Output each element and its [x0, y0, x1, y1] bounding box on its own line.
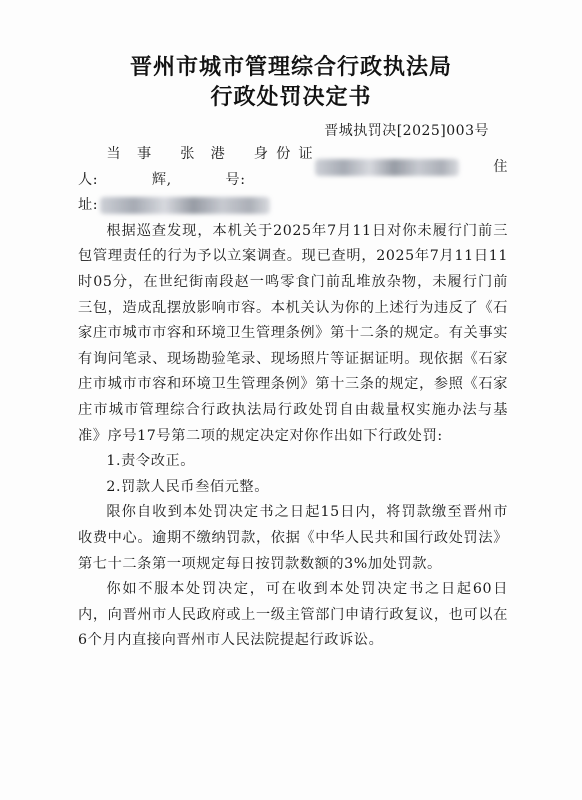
redacted-address	[100, 197, 270, 214]
party-line	[78, 142, 508, 193]
document-number: 晋城执罚决[2025]003号	[324, 123, 489, 139]
address-label-part1: 住	[493, 158, 508, 175]
address-label-part2: 址:	[78, 197, 99, 214]
id-number-label: 身份证号:	[225, 146, 314, 188]
findings-paragraph: 根据巡查发现，本机关于2025年7月11日对你未履行门前三包管理责任的行为予以立案调查。现已查明，2025年7月11日11时05分，在世纪街南段赵一鸣零食门前乱堆放杂物，未履行门前三包，造成乱摆放影响市容。本机关认为你的上述行为违反了《石家庄市城市市容和环境卫生管理条例》第十二条的规定。有关事实有询问笔录、现场勘验笔录、现场照片等证据证明。现依据《石家庄市城市市容和环境卫生管理条例》第十三条的规定，参照《石家庄市城市管理综合行政执法局行政处罚自由裁量权实施办法与基准》序号17号第二项的规定决定对你作出如下行政处罚:	[78, 222, 508, 444]
party-label: 当事人:	[78, 146, 152, 188]
party-name: 张港辉,	[151, 146, 226, 188]
appeal-rights-paragraph: 你如不服本处罚决定，可在收到本处罚决定书之日起60日内，向晋州市人民政府或上一级主管部门申请行政复议，也可以在6个月内直接向晋州市人民法院提起行政诉讼。	[78, 581, 508, 649]
penalty-item-2: 2.罚款人民币叁佰元整。	[106, 478, 270, 495]
payment-instructions-paragraph: 限你自收到本处罚决定书之日起15日内，将罚款缴至晋州市收费中心。逾期不缴纳罚款，依据《中华人民共和国行政处罚法》第七十二条第一项规定每日按罚款数额的3%加处罚款。	[78, 504, 508, 572]
redacted-id-number	[315, 159, 459, 176]
address-line	[78, 193, 508, 219]
penalty-item-1: 1.责令改正。	[106, 453, 196, 470]
document-body	[78, 142, 508, 654]
issuing-authority-title: 晋州市城市管理综合行政执法局	[129, 54, 452, 80]
document-type-title: 行政处罚决定书	[210, 84, 372, 110]
